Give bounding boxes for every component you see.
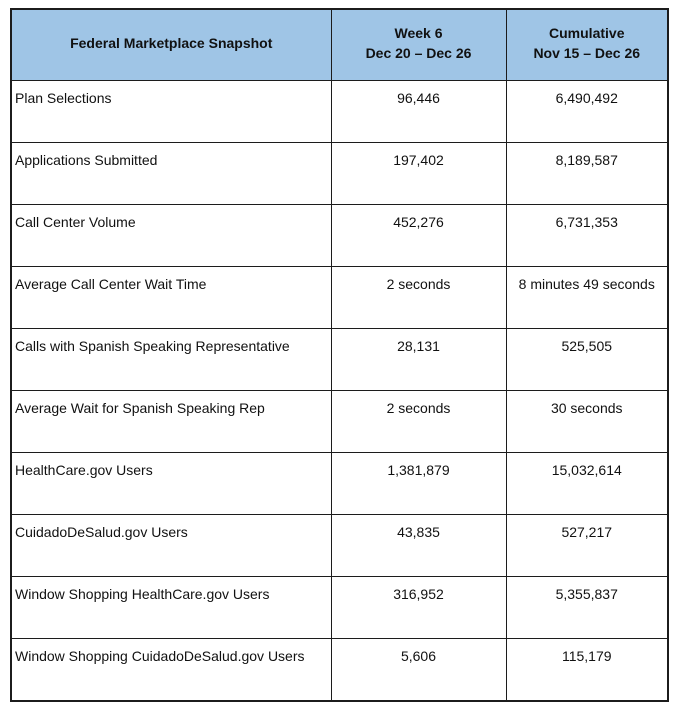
table-body <box>11 81 668 702</box>
row-label: HealthCare.gov Users <box>11 453 331 515</box>
row-label: CuidadoDeSalud.gov Users <box>11 515 331 577</box>
header-row <box>11 9 668 81</box>
week-value: 1,381,879 <box>331 453 506 515</box>
row-label: Call Center Volume <box>11 205 331 267</box>
cumulative-column-header-line2: Nov 15 – Dec 26 <box>533 45 641 61</box>
row-label: Window Shopping CuidadoDeSalud.gov Users <box>11 639 331 702</box>
row-label: Calls with Spanish Speaking Representative <box>11 329 331 391</box>
table-row <box>11 143 668 205</box>
week-column-header <box>331 9 506 81</box>
cumulative-value: 6,731,353 <box>506 205 668 267</box>
week-value: 316,952 <box>331 577 506 639</box>
table-row <box>11 205 668 267</box>
week-value: 2 seconds <box>331 391 506 453</box>
table-row <box>11 391 668 453</box>
week-value: 452,276 <box>331 205 506 267</box>
week-column-header-line1: Week 6 <box>394 25 443 41</box>
table-title-cell <box>11 9 331 81</box>
table-row <box>11 81 668 143</box>
cumulative-value: 6,490,492 <box>506 81 668 143</box>
week-value: 28,131 <box>331 329 506 391</box>
table-row <box>11 329 668 391</box>
row-label: Applications Submitted <box>11 143 331 205</box>
table-row <box>11 453 668 515</box>
cumulative-value: 525,505 <box>506 329 668 391</box>
cumulative-value: 5,355,837 <box>506 577 668 639</box>
table-title: Federal Marketplace Snapshot <box>70 35 273 51</box>
row-label: Window Shopping HealthCare.gov Users <box>11 577 331 639</box>
week-value: 5,606 <box>331 639 506 702</box>
federal-marketplace-snapshot-table <box>10 8 669 702</box>
cumulative-column-header-line1: Cumulative <box>549 25 625 41</box>
cumulative-value: 115,179 <box>506 639 668 702</box>
week-column-header-line2: Dec 20 – Dec 26 <box>365 45 472 61</box>
table-row <box>11 577 668 639</box>
cumulative-value: 30 seconds <box>506 391 668 453</box>
week-value: 197,402 <box>331 143 506 205</box>
row-label: Average Wait for Spanish Speaking Rep <box>11 391 331 453</box>
cumulative-column-header <box>506 9 668 81</box>
row-label: Plan Selections <box>11 81 331 143</box>
table-row <box>11 515 668 577</box>
cumulative-value: 527,217 <box>506 515 668 577</box>
week-value: 2 seconds <box>331 267 506 329</box>
table-row <box>11 639 668 702</box>
week-value: 96,446 <box>331 81 506 143</box>
cumulative-value: 15,032,614 <box>506 453 668 515</box>
row-label: Average Call Center Wait Time <box>11 267 331 329</box>
table-row <box>11 267 668 329</box>
cumulative-value: 8 minutes 49 seconds <box>506 267 668 329</box>
week-value: 43,835 <box>331 515 506 577</box>
cumulative-value: 8,189,587 <box>506 143 668 205</box>
